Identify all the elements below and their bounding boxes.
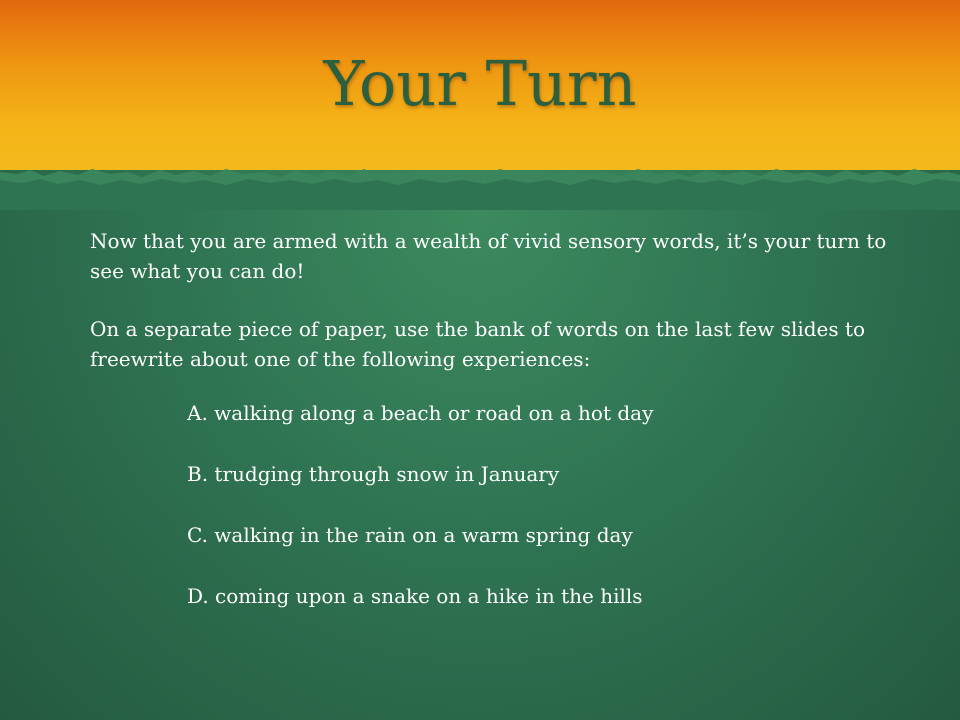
option-c: C. walking in the rain on a warm spring day [187, 523, 633, 547]
torn-edge-divider [0, 150, 960, 210]
instructions-paragraph: On a separate piece of paper, use the bank of words on the last few slides to freewrite about one of the following experiences: [90, 317, 866, 371]
option-b: B. trudging through snow in January [187, 462, 560, 486]
option-a: A. walking along a beach or road on a hot day [187, 401, 654, 425]
option-d: D. coming upon a snake on a hike in the hills [187, 584, 643, 608]
slide-title: Your Turn [323, 47, 637, 120]
slide-body [90, 226, 910, 374]
experience-options-list [187, 398, 887, 642]
intro-paragraph: Now that you are armed with a wealth of vivid sensory words, it’s your turn to see what you can do! [90, 229, 887, 283]
